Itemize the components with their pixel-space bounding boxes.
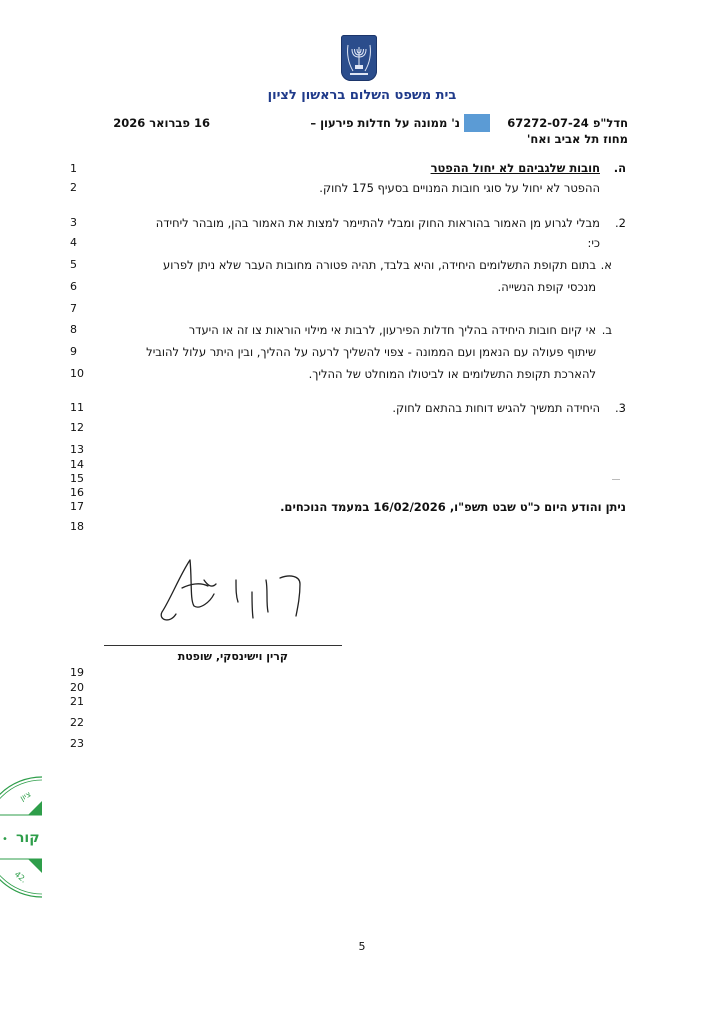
line-number: 14 [70,458,84,471]
item-b-line-2: שיתוף פעולה עם הנאמן ועם הממונה - צפוי להשליך לרעה על ההליך, ובין היתר עלול להוביל [146,345,596,359]
svg-text:•: • [2,834,8,845]
line-number: 6 [70,280,77,293]
signature-line [104,645,342,646]
line-number: 8 [70,323,77,336]
item-2-marker: .2 [615,216,626,230]
decision-date: 16 פברואר 2026 [113,116,210,130]
item-3-text: היחידה תמשיך להגיש דוחות בהתאם לחוק. [392,401,600,415]
line-number: 11 [70,401,84,414]
handwritten-signature [150,540,320,630]
state-emblem-icon [341,35,377,81]
item-2-line-1: מבלי לגרוע מן האמור בהוראות החוק ומבלי להתיימר למצות את האמור בהן, מובהר ליחידה [155,216,600,230]
line-number: 15 [70,472,84,485]
signer-name: קרין וישינסקי, שופטת [177,650,288,663]
line-number: 7 [70,302,77,315]
court-name: בית משפט השלום בראשון לציון [267,88,457,103]
line-number: 19 [70,666,84,679]
case-title: נ' ממונה על חדלות פירעון – [310,116,460,130]
line-number: 23 [70,737,84,750]
line-number: 3 [70,216,77,229]
svg-text:ציון: ציון [18,789,33,803]
given-statement: ניתן והודע היום כ"ט שבט תשפ"ו, 16/02/2026 במעמד הנוכחים. [280,500,626,514]
line-number: 4 [70,236,77,249]
case-title-line2: מחוז תל אביב ואח' [526,132,628,146]
stray-mark [612,479,620,480]
line-number: 12 [70,421,84,434]
case-number: חדל"פ 67272-07-24 [507,116,628,130]
item-3-marker: .3 [615,401,626,415]
line-number: 17 [70,500,84,513]
section-marker: ה. [613,161,626,175]
item-a-line-2: מנכסי קופת הנשייה. [497,280,596,294]
item-a-line-1: בתום תקופת התשלומים היחידה, והיא בלבד, תהיה פטורה מחובות העבר שלא ניתן לפרוע [163,258,596,272]
line-number: 9 [70,345,77,358]
line-number: 13 [70,443,84,456]
line-number: 2 [70,181,77,194]
item-a-marker: א. [600,258,612,272]
line-number: 10 [70,367,84,380]
svg-text:קור: קור [16,830,40,846]
section-heading: חובות שלגביהם לא יחול ההפטר [430,161,600,175]
item-b-marker: ב. [601,323,612,337]
line-number: 18 [70,520,84,533]
section-body: ההפטר לא יחול על סוגי חובות המנויים בסעיף 175 לחוק. [319,181,600,195]
line-number: 21 [70,695,84,708]
line-number: 16 [70,486,84,499]
redaction-box [464,114,490,132]
line-number: 1 [70,162,77,175]
line-number: 22 [70,716,84,729]
page-number: 5 [358,940,366,953]
court-stamp [0,775,42,900]
item-b-line-3: להארכת תקופת התשלומים או לביטולו המוחלט של ההליך. [308,367,596,381]
item-b-line-1: אי קיום חובות היחידה בהליך חדלות הפירעון, לרבות אי מילוי הוראות צו זה או היעדר [188,323,596,337]
svg-text:42.: 42. [12,869,29,885]
item-2-line-2: כי: [587,236,600,250]
line-number: 5 [70,258,77,271]
line-number: 20 [70,681,84,694]
